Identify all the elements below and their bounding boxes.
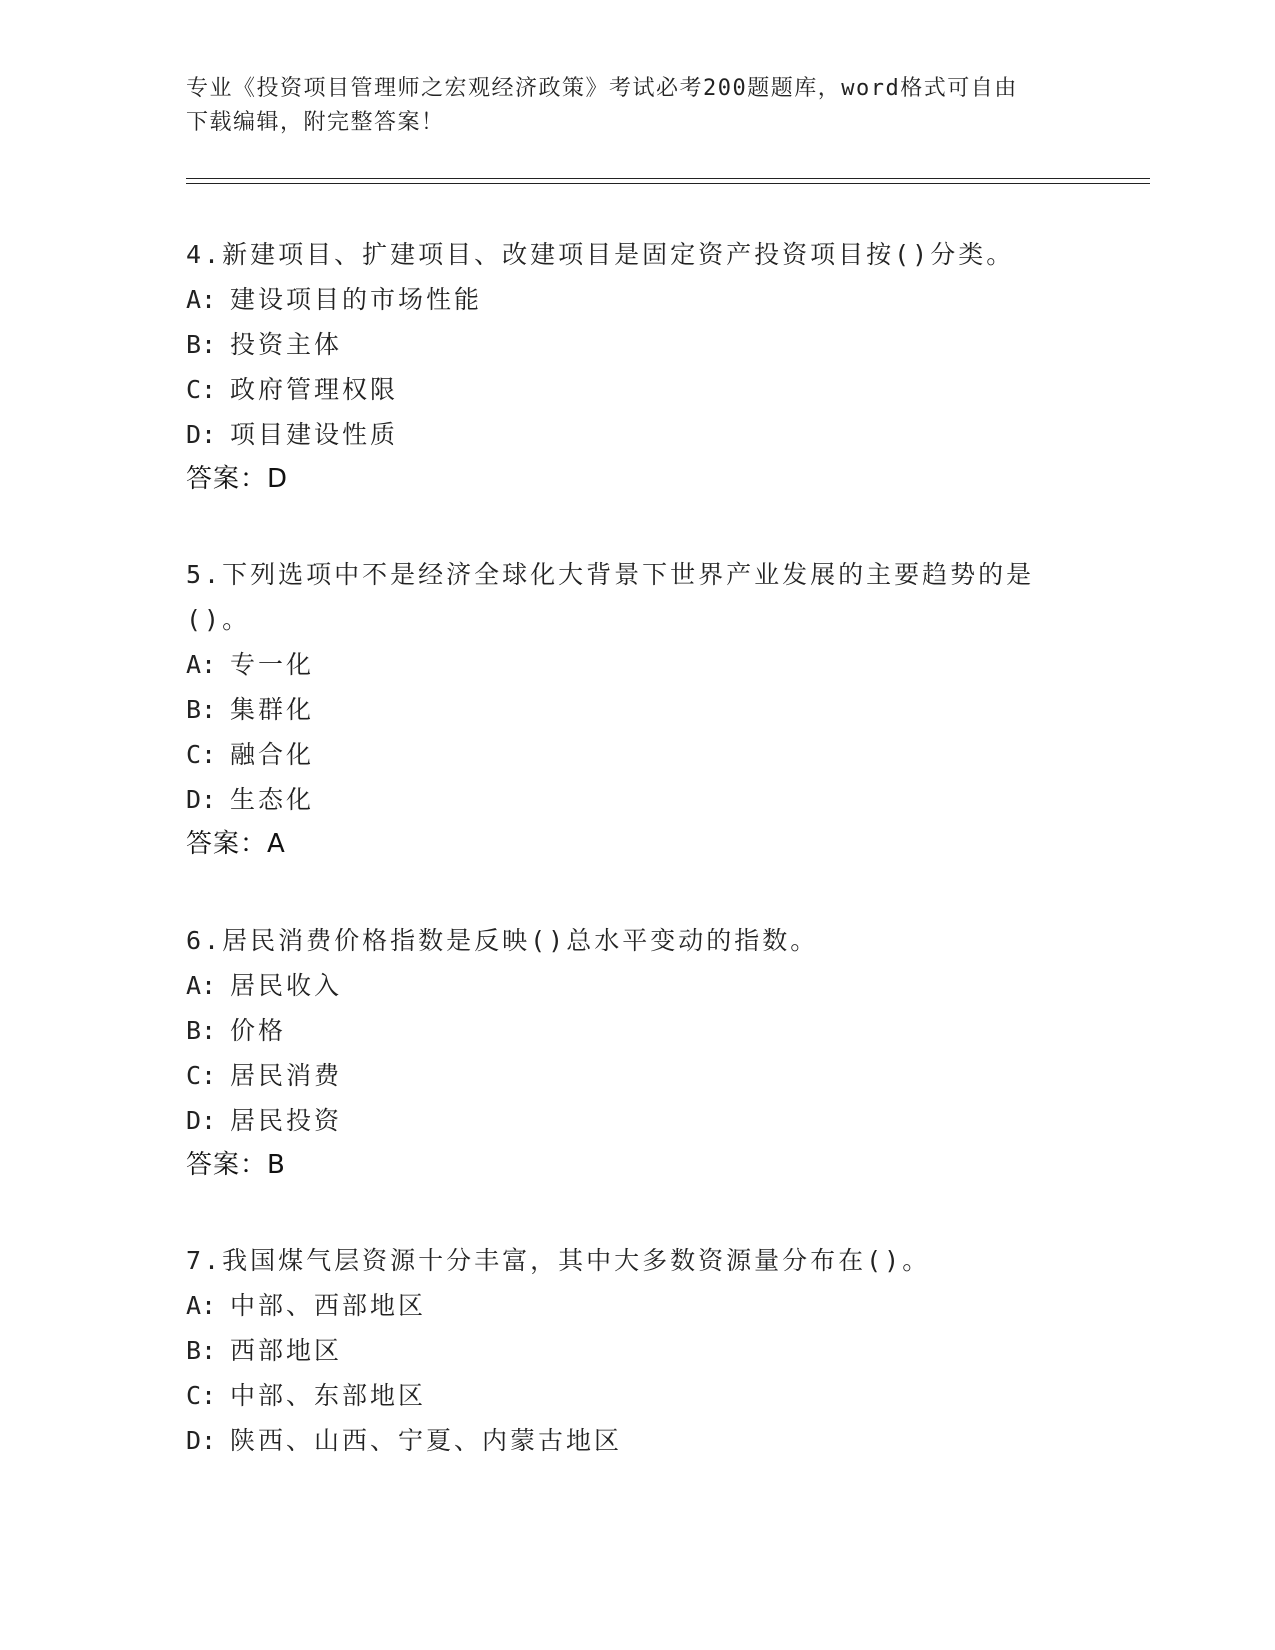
answer-line: 答案：A: [186, 829, 286, 859]
option-letter: D:: [186, 420, 217, 449]
option-c: [186, 732, 1066, 777]
option-text: 中部、西部地区: [230, 1291, 427, 1320]
option-c: [186, 367, 1066, 412]
answer-line: 答案：D: [186, 464, 289, 494]
option-letter: C:: [186, 1381, 217, 1410]
header-divider-top: [186, 178, 1150, 179]
option-d: [186, 1418, 1066, 1463]
option-c: [186, 1373, 1066, 1418]
option-text: 项目建设性质: [230, 420, 399, 449]
answer-line: 答案：B: [186, 1150, 286, 1180]
option-letter: B:: [186, 1016, 217, 1045]
option-text: 中部、东部地区: [230, 1381, 427, 1410]
option-letter: C:: [186, 740, 217, 769]
question-stem: 4.新建项目、扩建项目、改建项目是固定资产投资项目按()分类。: [186, 240, 1015, 269]
option-text: 建设项目的市场性能: [230, 285, 483, 314]
header-divider-bottom: [186, 183, 1150, 184]
header-line-1: 专业《投资项目管理师之宏观经济政策》考试必考200题题库，word格式可自由: [186, 76, 1018, 101]
option-text: 生态化: [230, 785, 315, 814]
option-text: 集群化: [230, 695, 315, 724]
option-letter: B:: [186, 695, 217, 724]
option-b: [186, 1328, 1066, 1373]
option-a: [186, 277, 1066, 322]
question-stem: 5.下列选项中不是经济全球化大背景下世界产业发展的主要趋势的是()。: [186, 560, 1035, 634]
option-letter: C:: [186, 375, 217, 404]
question-4: [186, 232, 1066, 502]
option-d: [186, 777, 1066, 822]
option-letter: B:: [186, 330, 217, 359]
option-letter: A:: [186, 285, 217, 314]
question-stem: 7.我国煤气层资源十分丰富，其中大多数资源量分布在()。: [186, 1246, 931, 1275]
option-text: 政府管理权限: [230, 375, 399, 404]
document-header: [186, 72, 1066, 140]
question-6: [186, 918, 1066, 1188]
option-letter: A:: [186, 650, 217, 679]
option-letter: D:: [186, 1426, 217, 1455]
option-text: 融合化: [230, 740, 315, 769]
question-5: [186, 552, 1066, 867]
option-text: 价格: [230, 1016, 287, 1045]
option-text: 居民收入: [230, 971, 343, 1000]
option-letter: D:: [186, 785, 217, 814]
option-text: 陕西、山西、宁夏、内蒙古地区: [230, 1426, 623, 1455]
option-letter: A:: [186, 1291, 217, 1320]
header-line-2: 下载编辑，附完整答案！: [186, 110, 445, 135]
option-text: 投资主体: [230, 330, 343, 359]
option-letter: A:: [186, 971, 217, 1000]
question-stem: 6.居民消费价格指数是反映()总水平变动的指数。: [186, 926, 819, 955]
option-b: [186, 322, 1066, 367]
option-text: 居民投资: [230, 1106, 343, 1135]
option-text: 专一化: [230, 650, 315, 679]
option-d: [186, 412, 1066, 457]
option-letter: C:: [186, 1061, 217, 1090]
option-b: [186, 687, 1066, 732]
option-d: [186, 1098, 1066, 1143]
option-a: [186, 963, 1066, 1008]
option-letter: B:: [186, 1336, 217, 1365]
option-a: [186, 1283, 1066, 1328]
question-7: [186, 1238, 1066, 1463]
option-letter: D:: [186, 1106, 217, 1135]
option-c: [186, 1053, 1066, 1098]
option-b: [186, 1008, 1066, 1053]
option-a: [186, 642, 1066, 687]
option-text: 西部地区: [230, 1336, 343, 1365]
option-text: 居民消费: [230, 1061, 343, 1090]
